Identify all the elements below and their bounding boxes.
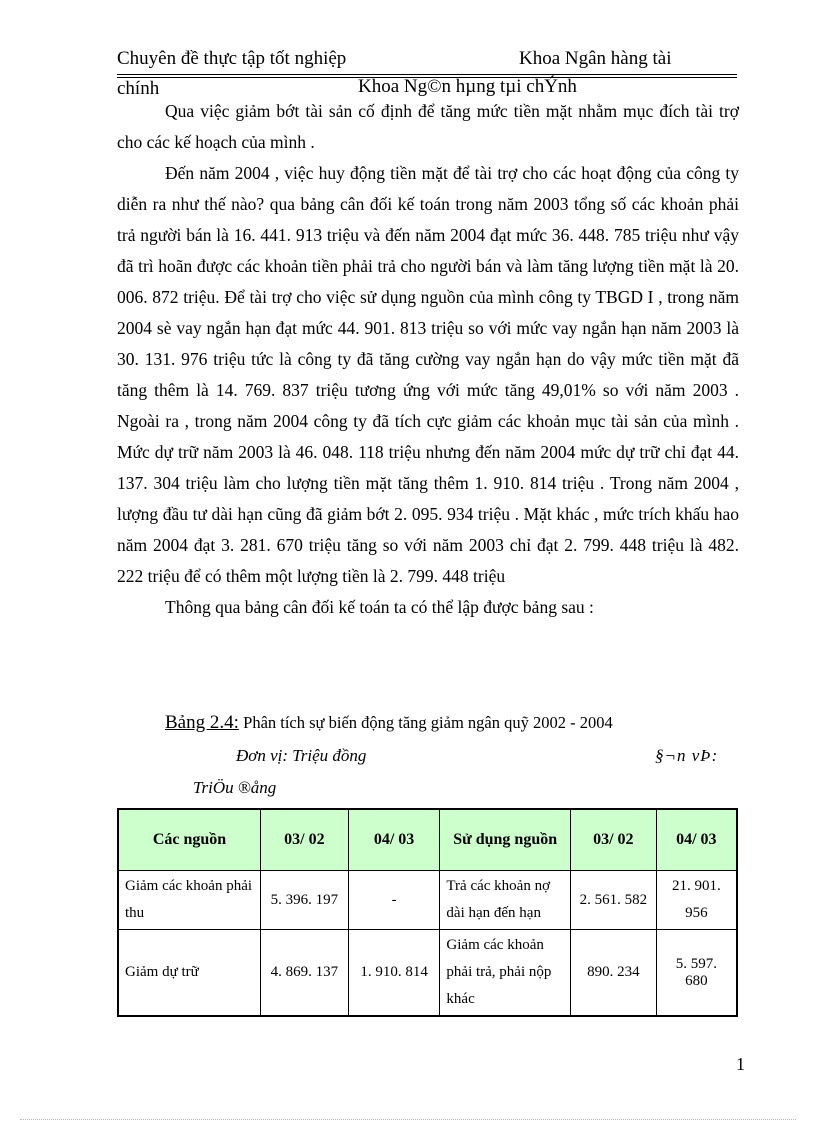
header-right-title: Khoa Ngân hàng tài [519, 48, 672, 69]
table-cell: 4. 869. 137 [261, 930, 349, 1017]
body-text [117, 96, 739, 623]
table-caption-title: Phân tích sự biến động tăng giảm ngân quỹ 2002 - 2004 [243, 713, 613, 732]
table-row [118, 871, 737, 930]
table-header-cell: 03/ 02 [570, 809, 656, 871]
table-row [118, 930, 737, 1017]
table-header-cell: 03/ 02 [261, 809, 349, 871]
table-header-cell: 04/ 03 [656, 809, 737, 871]
page-bottom-border [20, 1119, 796, 1120]
table-cell: 5. 396. 197 [261, 871, 349, 930]
header-rule [117, 74, 737, 75]
paragraph: Qua việc giảm bớt tài sản cố định để tăng mức tiền mặt nhằm mục đích tài trợ cho các kế hoạch của mình . [117, 101, 739, 152]
unit-note-garbled: §¬n vÞ: [655, 746, 719, 765]
paragraph: Đến năm 2004 , việc huy động tiền mặt để tài trợ cho các hoạt động của công ty diễn ra như thế nào? qua bảng cân đối kế toán trong năm 2003 tổng số các khoản phải trả người bán là 16. 441. 913 triệu và đến năm 2004 đạt mức 36. 448. 785 triệu như vậy đã trì hoãn được các khoản tiền phải trả cho người bán và làm tăng lượng tiền mặt là 20. 006. 872 triệu. Để tài trợ cho việc sử dụng nguồn của mình công ty TBGD I , trong năm 2004 sè vay ngắn hạn đạt mức 44. 901. 813 triệu so với mức vay ngắn hạn năm 2003 là 30. 131. 976 triệu tức là công ty đã tăng cường vay ngắn hạn do vậy mức tiền mặt đã tăng thêm là 14. 769. 837 triệu tương ứng với mức tăng 49,01% so với năm 2003 . Ngoài ra , trong năm 2004 công ty đã tích cực giảm các khoản mục tài sản của mình . Mức dự trữ năm 2003 là 46. 048. 118 triệu nhưng đến năm 2004 mức dự trữ chỉ đạt 44. 137. 304 triệu làm cho lượng tiền mặt tăng thêm 1. 910. 814 triệu . Trong năm 2004 , lượng đầu tư dài hạn cũng đã giảm bớt 2. 095. 934 triệu . Mặt khác , mức trích khấu hao năm 2004 đạt 3. 281. 670 triệu tăng so với năm 2003 chỉ đạt 2. 799. 448 triệu là 482. 222 triệu để có thêm một lượng tiền là 2. 799. 448 triệu [117, 163, 739, 586]
cash-flow-table [117, 808, 738, 1017]
paragraph: Thông qua bảng cân đối kế toán ta có thể lập được bảng sau : [165, 597, 594, 617]
header-left-title: Chuyên đề thực tập tốt nghiệp [117, 48, 347, 69]
table-cell: Giảm các khoản phải thu [118, 871, 261, 930]
unit-note: Đơn vị: Triệu đồng [236, 746, 367, 765]
table-cell: Giảm dự trữ [118, 930, 261, 1017]
table-cell: 21. 901. 956 [656, 871, 737, 930]
table-header-cell: Các nguồn [118, 809, 261, 871]
table-header-row [118, 809, 737, 871]
table-cell: 890. 234 [570, 930, 656, 1017]
table-header-cell: 04/ 03 [348, 809, 440, 871]
page-number: 1 [736, 1054, 745, 1074]
table-cell: 1. 910. 814 [348, 930, 440, 1017]
table-header-cell: Sử dụng nguồn [440, 809, 571, 871]
table-caption-number: Bảng 2.4: [165, 712, 239, 733]
unit-note-garbled-2: TriÖu ®ång [193, 778, 277, 797]
table-cell: Giảm các khoản phải trả, phải nộp khác [440, 930, 571, 1017]
page-header [117, 48, 737, 78]
table-cell: 5. 597. 680 [656, 930, 737, 1017]
header-garbled-text: Khoa Ng©n hµng tµi chÝnh [358, 76, 577, 97]
table-cell: 2. 561. 582 [570, 871, 656, 930]
table-caption [165, 712, 613, 734]
table-cell: Trả các khoản nợ dài hạn đến hạn [440, 871, 571, 930]
header-continuation: chính [117, 78, 160, 99]
table-cell: - [348, 871, 440, 930]
